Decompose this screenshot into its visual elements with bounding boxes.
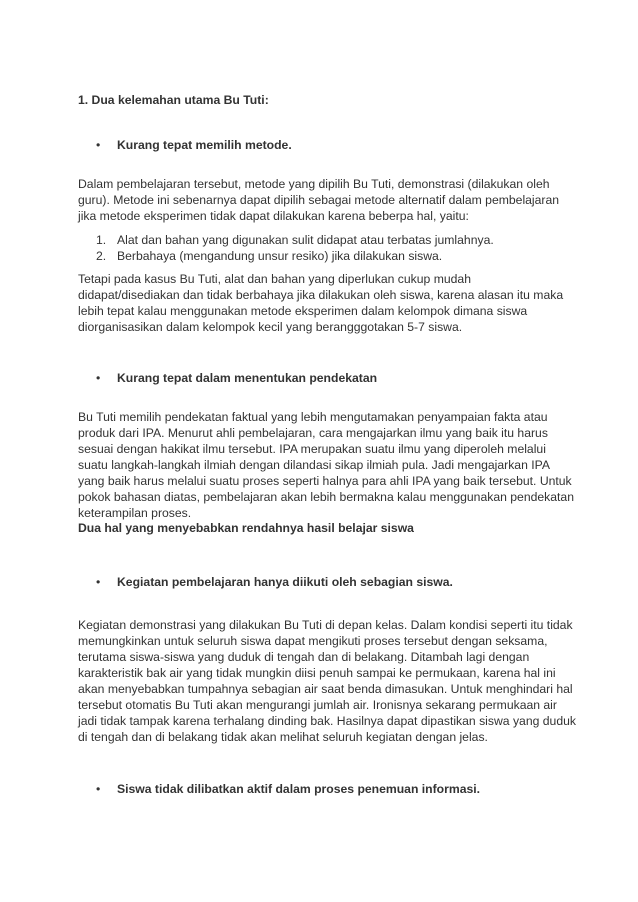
text-line: keterampilan proses. <box>78 506 192 520</box>
list-item-1: Alat dan bahan yang digunakan sulit didapat atau terbatas jumlahnya. <box>117 233 494 247</box>
text-line: diorganisasikan dalam kelompok kecil yang berangggotakan 5-7 siswa. <box>78 320 463 334</box>
paragraph-pendekatan <box>78 409 574 521</box>
list-number-1: 1. <box>96 233 107 247</box>
paragraph-metode <box>78 176 568 224</box>
bullet-point-3: • <box>96 575 101 589</box>
bullet-siswa-tidak-dilibatkan: Siswa tidak dilibatkan aktif dalam proses penemuan informasi. <box>117 782 481 796</box>
text-line: terutama siswa-siswa yang duduk di tengah dan di belakang. Ditambah lagi dengan <box>78 650 530 664</box>
text-line: Tetapi pada kasus Bu Tuti, alat dan bahan yang diperlukan cukup mudah <box>78 272 471 286</box>
text-line: Bu Tuti memilih pendekatan faktual yang lebih mengutamakan penyampaian fakta atau <box>78 410 548 424</box>
text-line: Dalam pembelajaran tersebut, metode yang dipilih Bu Tuti, demonstrasi (dilakukan oleh <box>78 177 550 191</box>
text-line: karakteristik bak air yang tidak mungkin diisi penuh sampai ke permukaan, karena hal ini <box>78 666 556 680</box>
heading-dua-kelemahan: 1. Dua kelemahan utama Bu Tuti: <box>78 93 269 107</box>
bullet-point-4: • <box>96 782 101 796</box>
text-line: jika metode eksperimen tidak dapat dilakukan karena beberpa hal, yaitu: <box>78 209 469 223</box>
list-item-2: Berbahaya (mengandung unsur resiko) jika dilakukan siswa. <box>117 249 443 263</box>
heading-dua-hal: Dua hal yang menyebabkan rendahnya hasil belajar siswa <box>78 521 414 535</box>
bullet-kurang-tepat-metode: Kurang tepat memilih metode. <box>117 138 292 152</box>
text-line: memungkinkan untuk seluruh siswa dapat mengikuti proses tersebut dengan seksama, <box>78 634 548 648</box>
text-line: produk dari IPA. Menurut ahli pembelajaran, cara mengajarkan ilmu yang baik itu harus <box>78 426 548 440</box>
bullet-point-2: • <box>96 371 101 385</box>
text-line: pokok bahasan diatas, pembelajaran akan lebih bermakna kalau menggunakan pendekatan <box>78 490 574 504</box>
text-line: akan menyebabkan tumpahnya sebagian air saat benda dimasukan. Untuk menghindari hal <box>78 682 573 696</box>
text-line: Kegiatan demonstrasi yang dilakukan Bu Tuti di depan kelas. Dalam kondisi seperti itu tidak <box>78 618 573 632</box>
text-line: di tengah dan di belakang tidak akan melihat seluruh kegiatan dengan jelas. <box>78 730 488 744</box>
text-line: suatu langkah-langkah ilmiah dengan dilandasi sikap ilmiah pula. Jadi mengajarkan IPA <box>78 458 550 472</box>
bullet-kegiatan-pembelajaran: Kegiatan pembelajaran hanya diikuti oleh sebagian siswa. <box>117 575 453 589</box>
text-line: tersebut otomatis Bu Tuti akan mengurangi jumlah air. Ironisnya sekarang permukaan air <box>78 698 557 712</box>
bullet-point-1: • <box>96 138 101 152</box>
paragraph-kegiatan <box>78 617 576 745</box>
paragraph-tetapi <box>78 271 568 335</box>
text-line: guru). Metode ini sebenarnya dapat dipilih sebagai metode alternatif dalam pembelajaran <box>78 193 560 207</box>
text-line: yang baik harus melalui suatu proses seperti halnya para ahli IPA yang baik tersebut. Untuk <box>78 474 572 488</box>
text-line: sesuai dengan hakikat ilmu tersebut. IPA merupakan suatu ilmu yang diperoleh melalui <box>78 442 546 456</box>
bullet-kurang-tepat-pendekatan: Kurang tepat dalam menentukan pendekatan <box>117 371 378 385</box>
text-line: lebih tepat kalau menggunakan metode eksperimen dalam kelompok dimana siswa <box>78 304 528 318</box>
text-line: didapat/disediakan dan tidak berbahaya jika dilakukan oleh siswa, karena alasan itu maka <box>78 288 564 302</box>
list-number-2: 2. <box>96 249 107 263</box>
text-line: jadi tidak tampak karena terhalang dinding bak. Hasilnya dapat dipastikan siswa yang duduk <box>78 714 576 728</box>
